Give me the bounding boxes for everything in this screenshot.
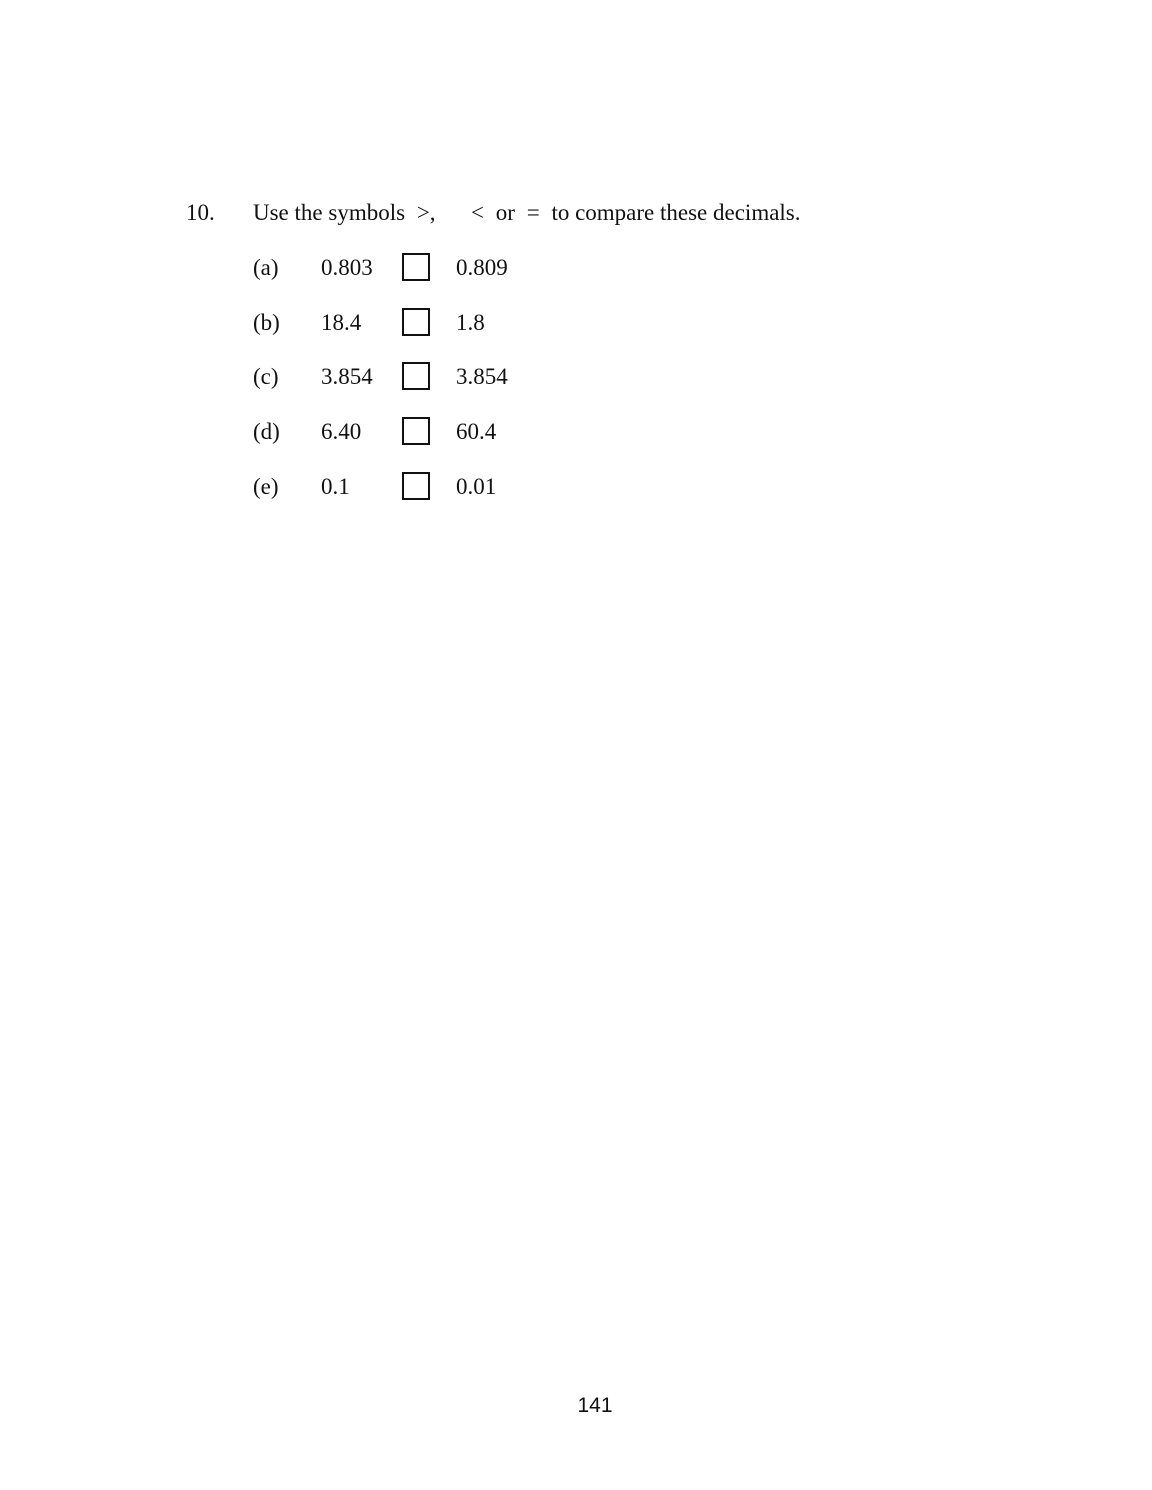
- less-than-symbol: <: [471, 200, 485, 225]
- right-decimal: 60.4: [456, 419, 497, 444]
- answer-box[interactable]: [402, 253, 430, 281]
- comparison-item: [0, 251, 1152, 285]
- right-decimal: 0.01: [456, 474, 497, 499]
- question-instruction: [253, 198, 801, 228]
- answer-box[interactable]: [402, 417, 430, 445]
- left-decimal: 0.1: [321, 474, 350, 499]
- part-label: (a): [253, 255, 279, 280]
- part-label: (e): [253, 474, 279, 499]
- page-number: 141: [577, 1394, 613, 1417]
- answer-box[interactable]: [402, 308, 430, 336]
- question-number: 10.: [186, 200, 215, 225]
- instruction-end-text: to compare these decimals.: [551, 200, 801, 225]
- part-label: (d): [253, 419, 280, 444]
- left-decimal: 3.854: [321, 364, 373, 389]
- left-decimal: 18.4: [321, 310, 362, 335]
- answer-box[interactable]: [402, 362, 430, 390]
- equals-symbol: =: [526, 200, 540, 225]
- part-label: (b): [253, 310, 280, 335]
- right-decimal: 3.854: [456, 364, 508, 389]
- comparison-item: [0, 470, 1152, 504]
- greater-than-symbol: >,: [416, 200, 436, 225]
- comparison-item: [0, 306, 1152, 340]
- left-decimal: 6.40: [321, 419, 362, 444]
- instruction-start-text: Use the symbols: [253, 200, 406, 225]
- comparison-item: [0, 415, 1152, 449]
- part-label: (c): [253, 364, 279, 389]
- right-decimal: 0.809: [456, 255, 508, 280]
- comparison-item: [0, 360, 1152, 394]
- or-word: or: [495, 200, 515, 225]
- left-decimal: 0.803: [321, 255, 373, 280]
- right-decimal: 1.8: [456, 310, 485, 335]
- answer-box[interactable]: [402, 472, 430, 500]
